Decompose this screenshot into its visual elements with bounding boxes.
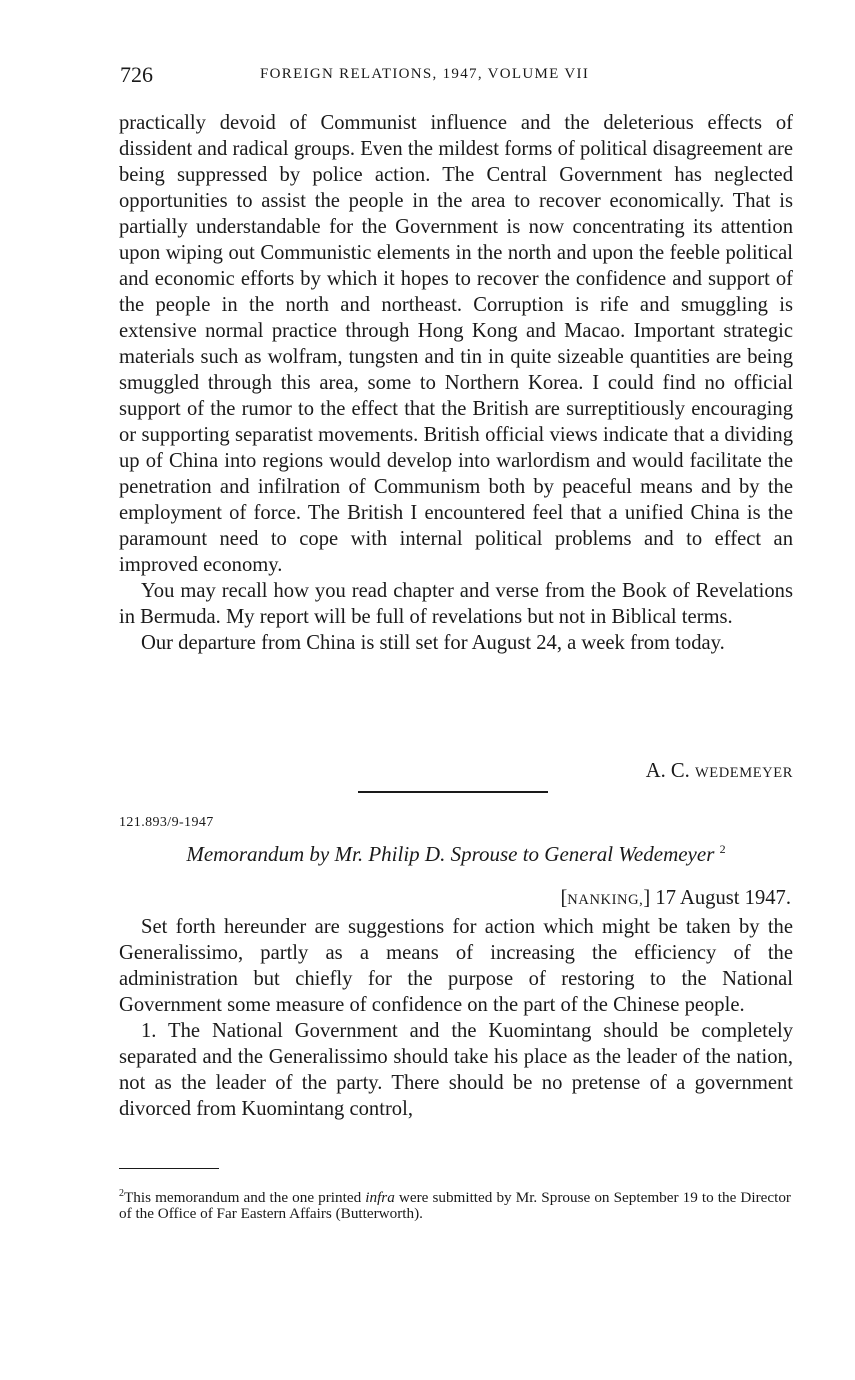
footnote-text-before: This memorandum and the one printed bbox=[124, 1189, 366, 1207]
dateline-place: NANKING, bbox=[567, 892, 644, 908]
dateline: [NANKING,] 17 August 1947. bbox=[560, 887, 791, 909]
page-header bbox=[120, 62, 792, 92]
dateline-date: 17 August 1947. bbox=[650, 887, 791, 909]
page-number: 726 bbox=[120, 62, 153, 87]
signature bbox=[119, 760, 793, 783]
footnote-text-after: were submitted by Mr. Sprouse on September 19 to the Director of the Office of Far Eastern Affairs (Butterworth). bbox=[119, 1189, 791, 1223]
letter-body bbox=[119, 110, 793, 656]
memo-title-text: Memorandum by Mr. Philip D. Sprouse to General Wedemeyer bbox=[186, 842, 715, 866]
footnote-reference: 2 bbox=[719, 842, 726, 856]
memo-title bbox=[119, 842, 793, 867]
file-number: 121.893/9-1947 bbox=[119, 815, 214, 830]
signature-initials: A. C. bbox=[645, 760, 695, 782]
footnote bbox=[119, 1186, 791, 1222]
footnote-divider bbox=[119, 1168, 219, 1169]
running-head: FOREIGN RELATIONS, 1947, VOLUME VII bbox=[260, 66, 590, 82]
footnote-text-italic: infra bbox=[365, 1189, 395, 1207]
letter-paragraph-3: Our departure from China is still set for August 24, a week from today. bbox=[141, 632, 725, 654]
footnote-mark: 2 bbox=[119, 1188, 124, 1199]
memo-paragraph-2: 1. The National Government and the Kuomintang should be completely separated and the Generalissimo should take his place as the leader of the nation, not as the leader of the party. There should be no pretense of a government divorced from Kuomintang control, bbox=[119, 1020, 793, 1120]
signature-surname: WEDEMEYER bbox=[694, 765, 793, 781]
letter-paragraph-1: practically devoid of Communist influence and the deleterious effects of dissident and radical groups. Even the mildest forms of political disagreement are being suppressed by police action. The Central Government has neglected opportunities to assist the people in the area to recover economically. That is partially understandable for the Government is now concentrating its attention upon wiping out Communistic elements in the north and upon the feeble political and economic efforts by which it hopes to recover the confidence and support of the people in the north and northeast. Corruption is rife and smuggling is extensive normal practice through Hong Kong and Macao. Important strategic materials such as wolfram, tungsten and tin in quite sizeable quantities are being smuggled through this area, some to Northern Korea. I could find no official support of the rumor to the effect that the British are surreptitiously encouraging or supporting separatist movements. British official views indicate that a dividing up of China into regions would develop into warlordism and would facilitate the penetration and infilration of Communism both by peaceful means and by the employment of force. The British I encountered feel that a unified China is the paramount need to cope with internal political problems and to effect an improved economy. bbox=[119, 112, 793, 576]
memo-paragraph-1: Set forth hereunder are suggestions for action which might be taken by the Generalissimo, partly as a means of increasing the efficiency of the administration but chiefly for the purpose of restoring to the National Government some measure of confidence on the part of the Chinese people. bbox=[119, 916, 793, 1016]
memo-body bbox=[119, 914, 793, 1122]
section-divider bbox=[358, 791, 548, 793]
letter-paragraph-2: You may recall how you read chapter and verse from the Book of Revelations in Bermuda. My report will be full of revelations but not in Biblical terms. bbox=[119, 580, 793, 628]
